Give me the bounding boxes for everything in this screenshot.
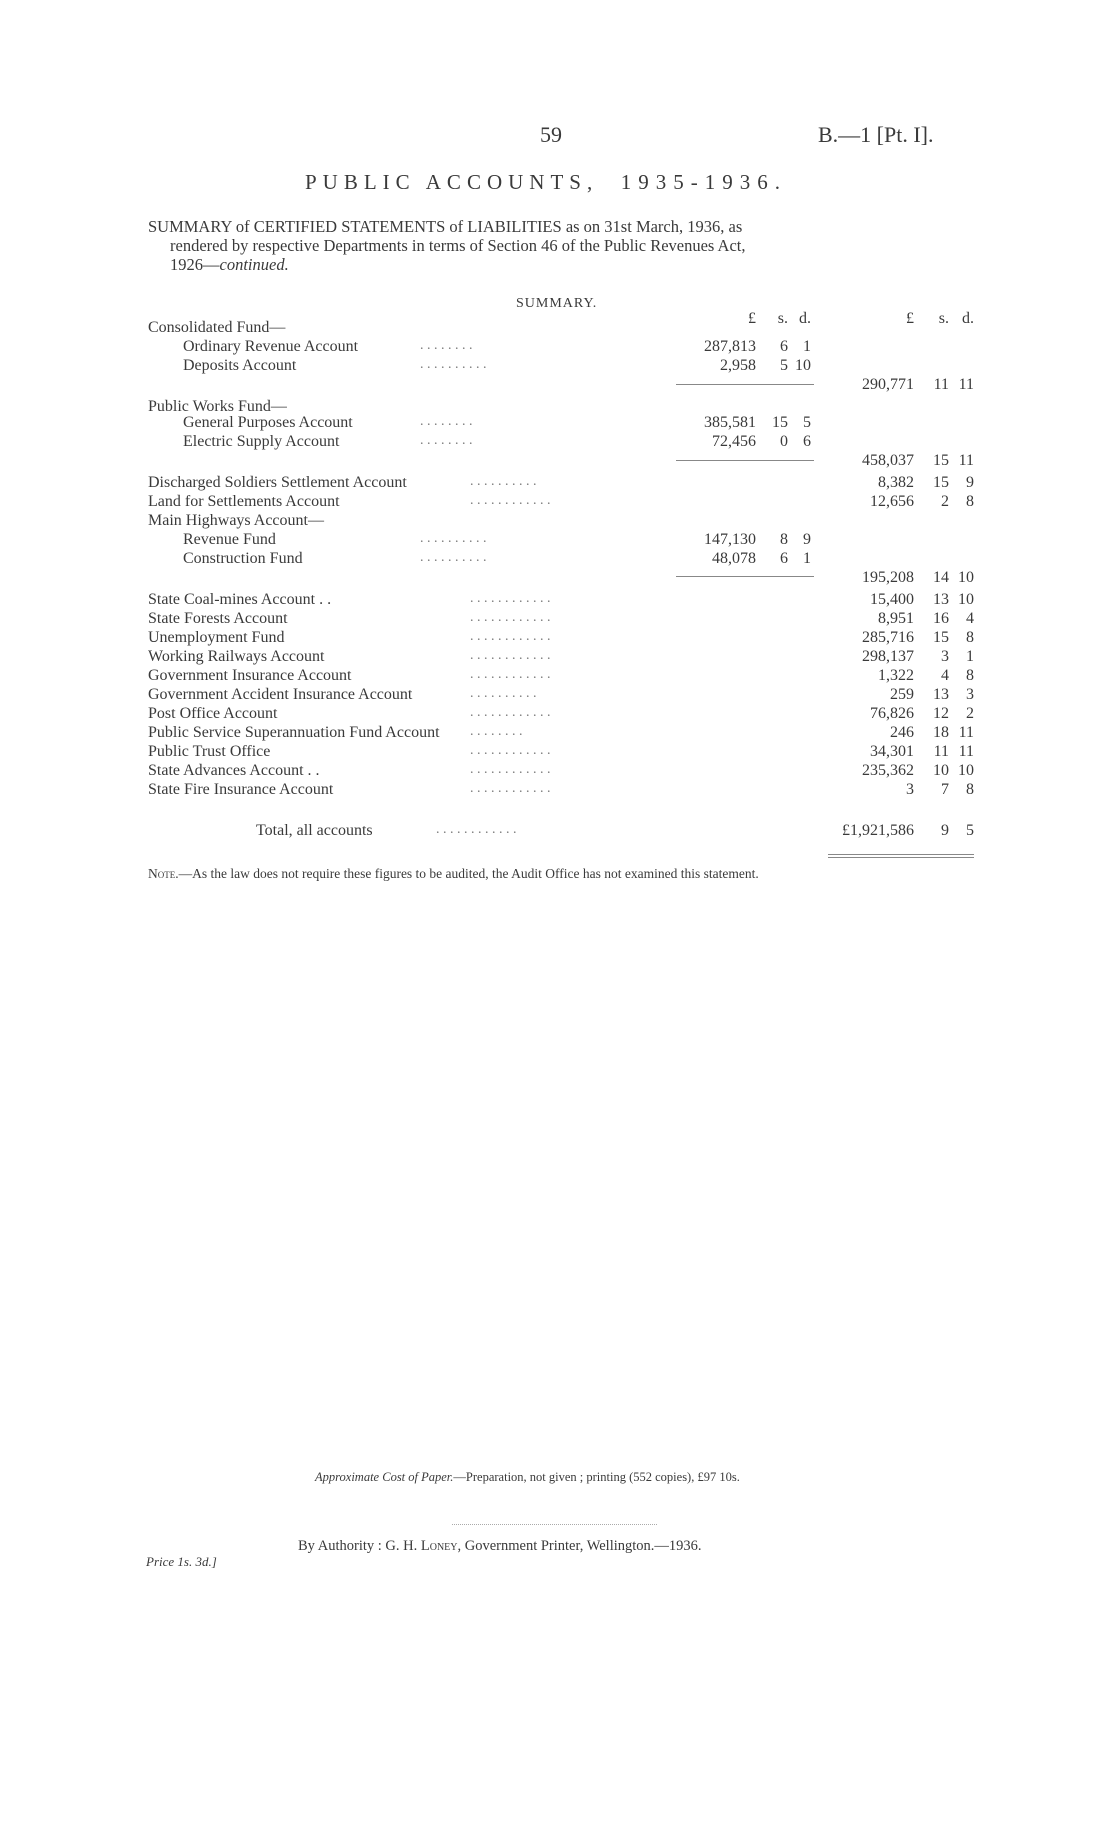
intro-line-2: rendered by respective Departments in terms of Section 46 of the Public Revenues Act, [170,236,746,255]
row-label: Deposits Account [183,357,297,374]
col1-pounds: 287,813 [704,338,756,355]
col2-shillings: 12 [933,705,949,722]
authority-text-a: By Authority : G. H. [298,1538,421,1554]
row-label: Post Office Account [148,705,278,722]
table-row [0,705,1114,724]
col2-pence: 8 [966,667,974,684]
col2-shillings: 16 [933,610,949,627]
col2-pence: 11 [958,376,974,393]
leader-dots: . . . . . . . . . . . . [436,822,517,837]
col2-pence: 10 [958,569,974,586]
table-row [0,591,1114,610]
row-label: Government Accident Insurance Account [148,686,413,703]
total-pounds: £1,921,586 [842,822,914,839]
col2-pence: 11 [958,452,974,469]
col2-pence: 3 [966,686,974,703]
table-row [0,531,1114,550]
col1-shillings: 5 [780,357,788,374]
row-label: Unemployment Fund [148,629,285,646]
row-label: Land for Settlements Account [148,493,340,510]
row-label: Ordinary Revenue Account [183,338,359,355]
col2-pounds: 8,382 [878,474,914,491]
leader-dots: . . . . . . . . . . . . [470,743,551,758]
table-row [0,648,1114,667]
row-label: General Purposes Account [183,414,353,431]
intro-year: 1926— [170,255,220,274]
leader-dots: . . . . . . . . . . . . [470,610,551,625]
col1-pence: 5 [803,414,811,431]
col1-pounds-header: £ [748,310,756,327]
col1-pounds: 147,130 [704,531,756,548]
col1-shillings: 15 [772,414,788,431]
leader-dots: . . . . . . . . . . . . [470,667,551,682]
intro-continued: continued. [219,255,289,274]
col1-pence: 6 [803,433,811,450]
intro-paragraph [148,217,968,274]
col2-shillings: 13 [933,686,949,703]
col1-pounds: 48,078 [712,550,756,567]
table-row [0,512,1114,531]
col2-shillings: 3 [941,648,949,665]
col2-pounds: 1,322 [878,667,914,684]
leader-dots: . . . . . . . . . . . . [470,648,551,663]
leader-dots: . . . . . . . . . . . . [470,762,551,777]
col2-pounds: 246 [890,724,914,741]
col2-pounds: 290,771 [862,376,914,393]
col2-pounds: 195,208 [862,569,914,586]
note [148,866,759,882]
col1-pounds: 385,581 [704,414,756,431]
col2-pounds: 76,826 [870,705,914,722]
title-years: 1935-1936. [620,170,787,194]
col1-pence-header: d. [799,310,811,327]
col2-shillings: 2 [941,493,949,510]
col2-pounds: 34,301 [870,743,914,760]
col1-shillings: 8 [780,531,788,548]
rule-total-bottom [828,857,974,858]
col2-pence: 9 [966,474,974,491]
row-label: Electric Supply Account [183,433,340,450]
table-row [0,319,1114,338]
total-row [0,822,1114,841]
document-reference: B.—1 [Pt. I]. [818,122,934,147]
table-row [0,493,1114,512]
col1-shillings-header: s. [777,310,788,327]
table-row [0,414,1114,433]
col1-pence: 10 [795,357,811,374]
leader-dots: . . . . . . . . [420,338,473,353]
total-label: Total, all accounts [256,822,373,839]
leader-dots: . . . . . . . . [420,414,473,429]
col2-pounds: 15,400 [870,591,914,608]
col2-pounds: 235,362 [862,762,914,779]
row-label: Main Highways Account— [148,512,324,529]
table-row [0,433,1114,452]
row-label: Public Works Fund— [148,398,287,415]
col1-pence: 9 [803,531,811,548]
leader-dots: . . . . . . . . . . [420,550,487,565]
col2-pence: 10 [958,762,974,779]
col2-shillings: 18 [933,724,949,741]
col2-shillings: 4 [941,667,949,684]
intro-line-1: SUMMARY of CERTIFIED STATEMENTS of LIABILITIES as on 31st March, 1936, as [148,217,743,236]
table-row [0,629,1114,648]
col1-shillings: 6 [780,338,788,355]
col2-pence: 1 [966,648,974,665]
leader-dots: . . . . . . . . . . [420,531,487,546]
col2-pence-header: d. [962,310,974,327]
total-shillings: 9 [941,822,949,839]
col2-pence: 8 [966,629,974,646]
col2-pounds: 458,037 [862,452,914,469]
col2-pence: 4 [966,610,974,627]
col2-shillings-header: s. [938,310,949,327]
col1-shillings: 6 [780,550,788,567]
table-row [0,762,1114,781]
col2-shillings: 15 [933,452,949,469]
col2-pounds: 298,137 [862,648,914,665]
table-row [0,550,1114,569]
col1-shillings: 0 [780,433,788,450]
intro-line-3 [148,255,968,274]
col2-pence: 8 [966,781,974,798]
table-row [0,743,1114,762]
row-label: Working Railways Account [148,648,325,665]
leader-dots: . . . . . . . . [420,433,473,448]
col2-pounds-header: £ [906,310,914,327]
table-row [0,724,1114,743]
col2-pence: 2 [966,705,974,722]
table-row [0,357,1114,376]
table-row [0,781,1114,800]
row-label: Discharged Soldiers Settlement Account [148,474,407,491]
row-label: Government Insurance Account [148,667,352,684]
leader-dots: . . . . . . . . . . . . [470,591,551,606]
table-row [0,452,1114,471]
col2-pounds: 285,716 [862,629,914,646]
col2-shillings: 15 [933,629,949,646]
rule-public-works [676,460,814,461]
col2-pounds: 3 [906,781,914,798]
leader-dots: . . . . . . . . . . [420,357,487,372]
col2-pounds: 8,951 [878,610,914,627]
col2-pence: 8 [966,493,974,510]
rule-main-highways [676,576,814,577]
leader-dots: . . . . . . . . . . . . [470,629,551,644]
page-title [305,170,787,195]
cost-of-paper [315,1470,740,1485]
row-label: State Forests Account [148,610,288,627]
table-row [0,686,1114,705]
row-label: Revenue Fund [183,531,276,548]
leader-dots: . . . . . . . . . . . . [470,493,551,508]
authority-name: Loney [420,1538,458,1554]
table-row [0,376,1114,395]
col2-shillings: 11 [933,743,949,760]
authority-text-b: , Government Printer, Wellington.—1936. [457,1538,702,1554]
total-pence: 5 [966,822,974,839]
cost-text: —Preparation, not given ; printing (552 copies), £97 10s. [453,1470,740,1484]
rule-total-top [828,854,974,855]
leader-dots: . . . . . . . . . . [470,474,537,489]
leader-dots: . . . . . . . . . . [470,686,537,701]
title-text: PUBLIC ACCOUNTS, [305,170,599,194]
table-row [0,474,1114,493]
col2-shillings: 13 [933,591,949,608]
col2-pounds: 12,656 [870,493,914,510]
footer-divider [452,1524,657,1525]
row-label: State Advances Account . . [148,762,320,779]
page-number: 59 [540,122,562,147]
row-label: State Coal-mines Account . . [148,591,332,608]
price: Price 1s. 3d.] [146,1554,217,1569]
col2-pence: 11 [958,743,974,760]
note-lead: Note. [148,866,179,881]
col1-pence: 1 [803,338,811,355]
table-row [0,338,1114,357]
col2-shillings: 15 [933,474,949,491]
table-row [0,667,1114,686]
col1-pounds: 72,456 [712,433,756,450]
note-text: —As the law does not require these figures to be audited, the Audit Office has not examined this statement. [178,866,759,881]
table-row [0,569,1114,588]
col2-shillings: 10 [933,762,949,779]
col2-pence: 11 [958,724,974,741]
col2-shillings: 14 [933,569,949,586]
table-row [0,610,1114,629]
leader-dots: . . . . . . . . [470,724,523,739]
row-label: Consolidated Fund— [148,319,286,336]
rule-consolidated [676,384,814,385]
col2-pence: 10 [958,591,974,608]
row-label: Public Service Superannuation Fund Account [148,724,440,741]
authority-line [298,1538,702,1555]
col2-shillings: 7 [941,781,949,798]
col1-pounds: 2,958 [720,357,756,374]
col2-pounds: 259 [890,686,914,703]
leader-dots: . . . . . . . . . . . . [470,705,551,720]
row-label: State Fire Insurance Account [148,781,334,798]
leader-dots: . . . . . . . . . . . . [470,781,551,796]
cost-label: Approximate Cost of Paper. [315,1470,454,1484]
row-label: Public Trust Office [148,743,271,760]
col2-shillings: 11 [933,376,949,393]
row-label: Construction Fund [183,550,303,567]
col1-pence: 1 [803,550,811,567]
summary-heading: SUMMARY. [516,296,598,311]
